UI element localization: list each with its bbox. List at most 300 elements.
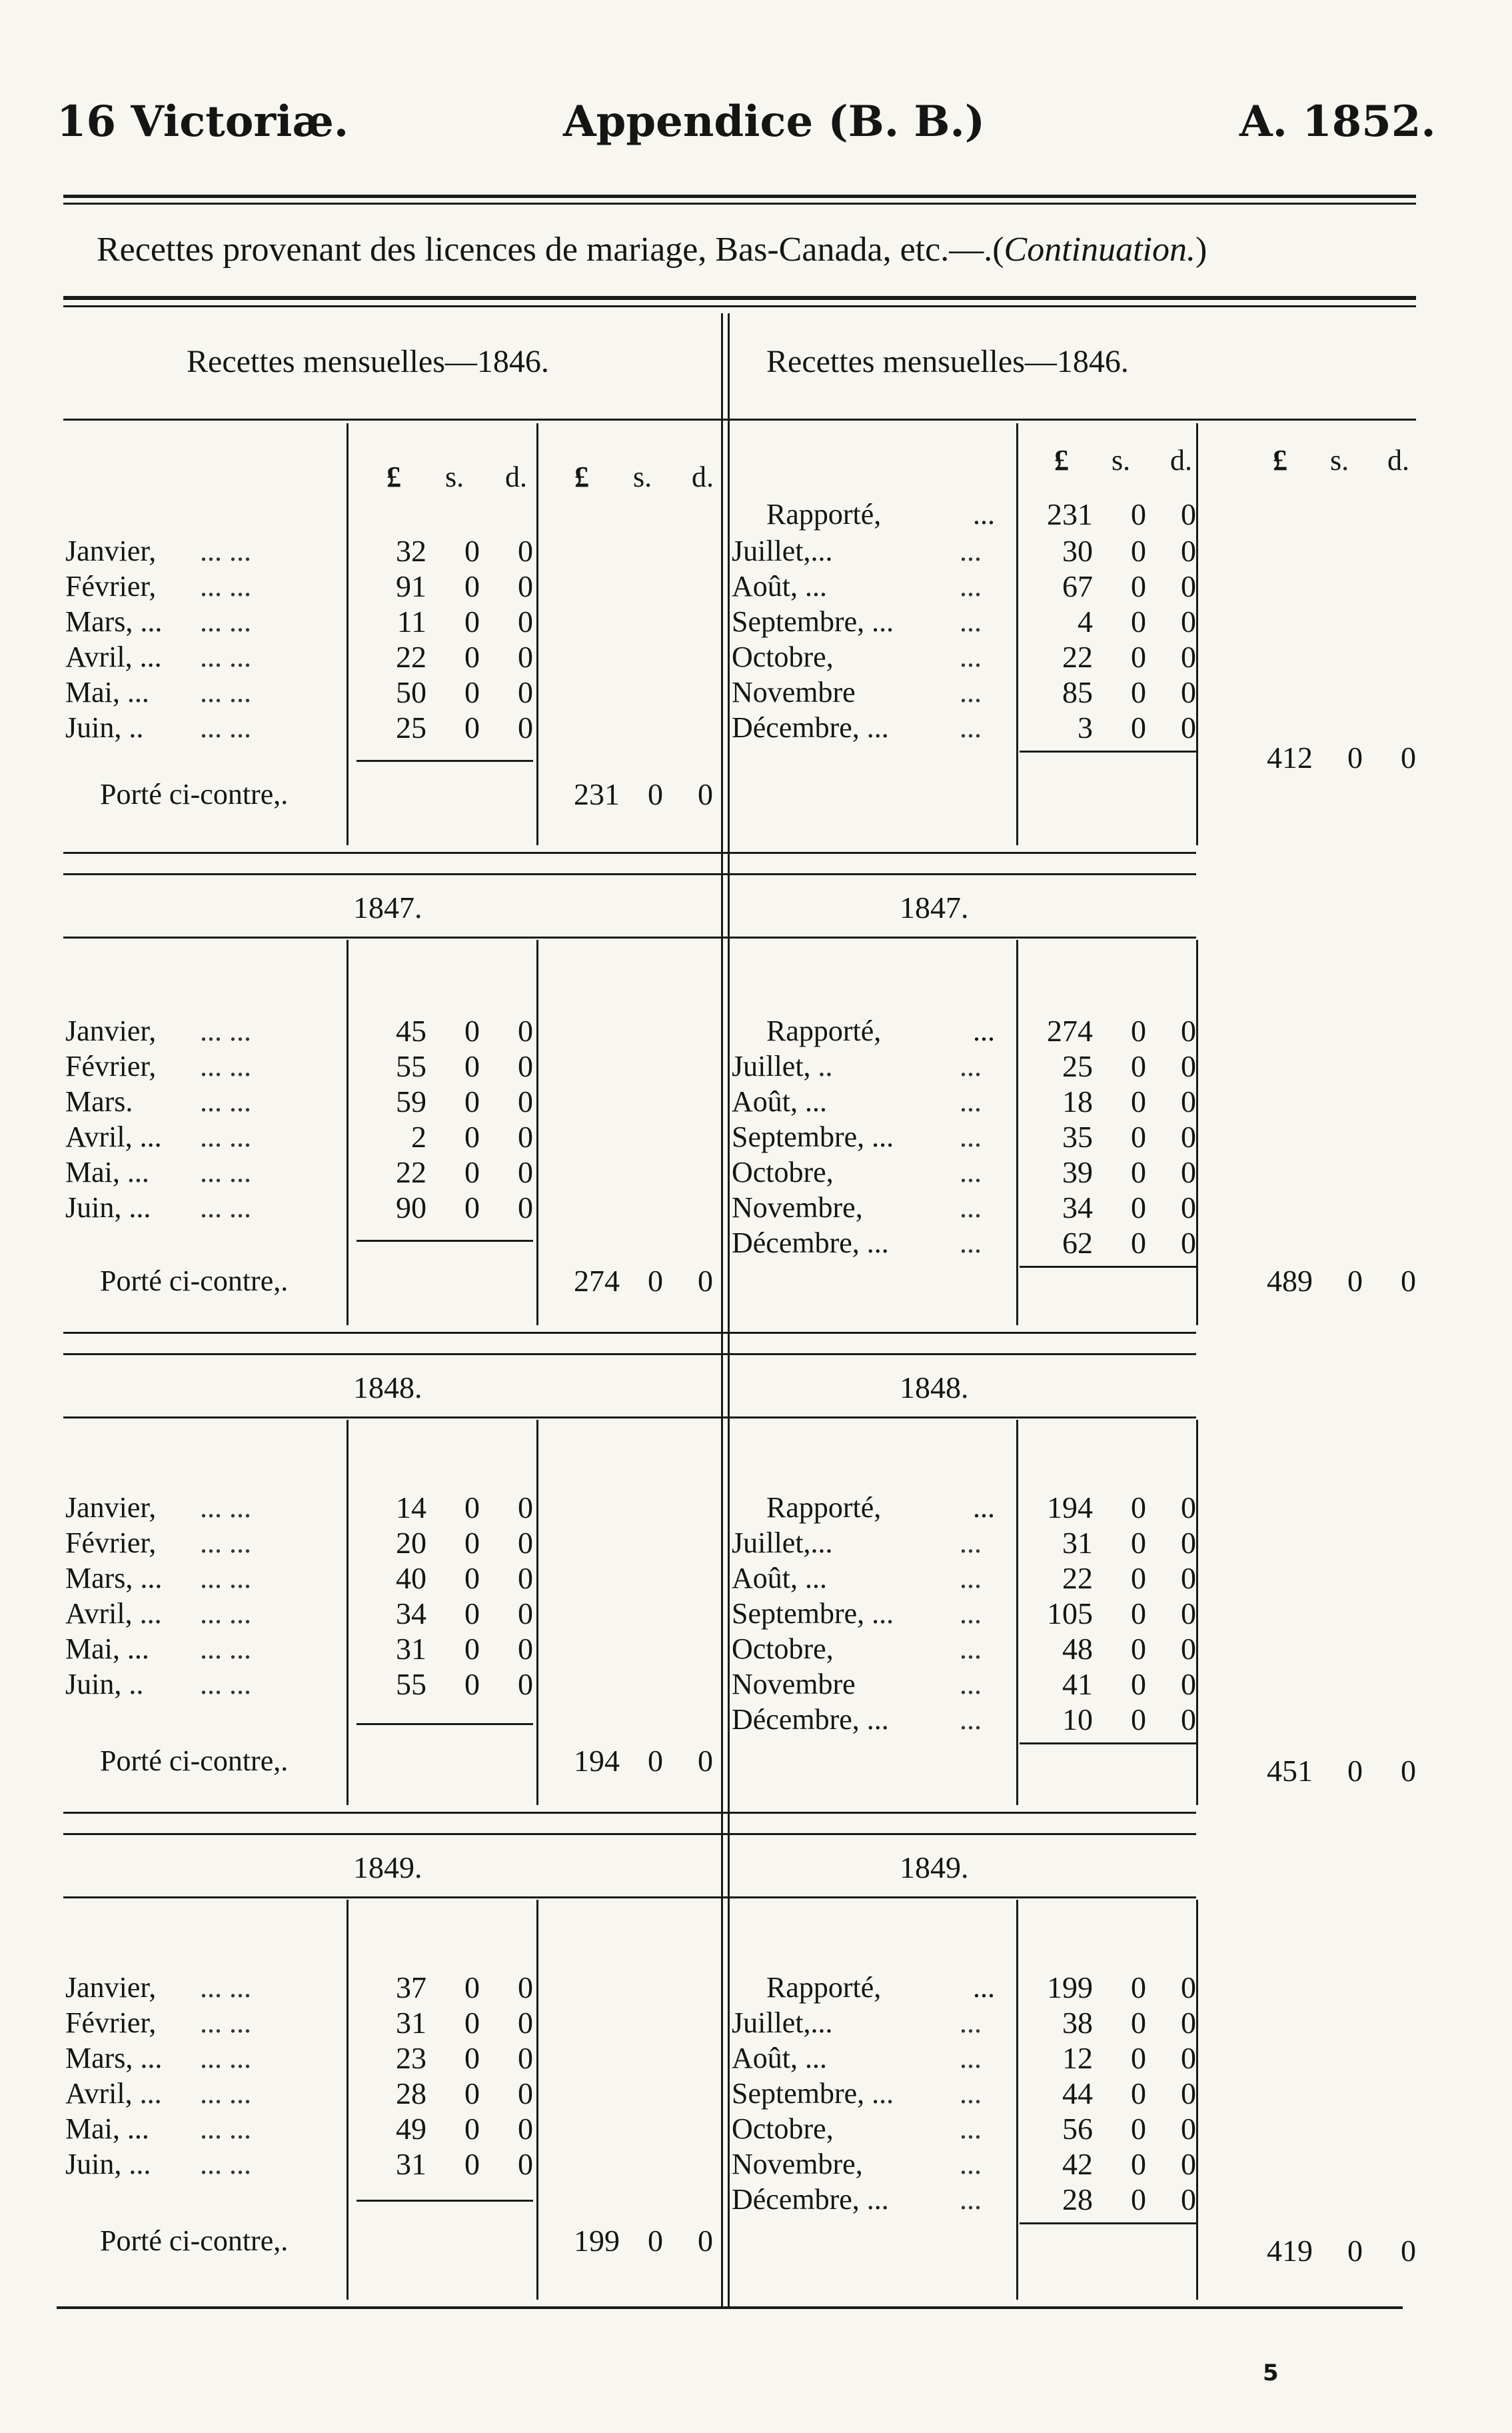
section-year-right: 1849.: [900, 1850, 969, 1884]
leader-dots: ...: [960, 1121, 982, 1153]
shilling-value: 0: [464, 1667, 480, 1701]
grand-total-d: 0: [1401, 2234, 1416, 2268]
pence-value: 0: [1181, 1667, 1196, 1701]
leader-dots: ... ...: [200, 1050, 251, 1083]
shilling-value: 0: [464, 640, 480, 674]
leader-dots: ... ...: [200, 2006, 251, 2039]
pence-value: 0: [518, 534, 533, 568]
pound-value: 14: [396, 1490, 426, 1524]
brought-forward-pounds: 274: [1047, 1014, 1093, 1048]
pence-value: 0: [1181, 2076, 1196, 2110]
lsd-pound-3: £: [1054, 444, 1069, 477]
pence-value: 0: [1181, 1596, 1196, 1630]
pence-value: 0: [1181, 711, 1196, 745]
leader-dots: ...: [960, 1191, 982, 1224]
vrule-right-1: [1016, 1900, 1018, 2300]
month-label: Août, ...: [732, 570, 827, 603]
leader-dots: ...: [960, 1632, 982, 1665]
pound-value: 59: [396, 1085, 426, 1119]
header-left: 16 Victoriæ.: [57, 97, 349, 147]
leader-dots: ... ...: [200, 2042, 251, 2074]
title-italic: Continuation.: [1004, 231, 1196, 269]
leader-dots: ... ...: [200, 1562, 251, 1594]
month-label: Janvier,: [65, 1971, 157, 2004]
pound-value: 38: [1062, 2006, 1093, 2040]
pound-value: 31: [396, 1632, 426, 1666]
pence-value: 0: [518, 2112, 533, 2146]
pound-value: 45: [396, 1014, 426, 1048]
leader-dots: ...: [973, 498, 995, 531]
pound-value: 41: [1062, 1667, 1093, 1701]
vrule-right-2: [1196, 940, 1198, 1325]
leader-dots: ...: [960, 1050, 982, 1083]
lsd-pound-4: £: [1273, 444, 1287, 477]
carried-forward-label: Porté ci-contre,.: [100, 778, 289, 811]
lsd-d-2: d.: [692, 461, 714, 493]
pound-value: 11: [396, 605, 426, 639]
shilling-value: 0: [464, 675, 480, 709]
shilling-value: 0: [1131, 534, 1146, 568]
vrule-left-1: [347, 1420, 349, 1805]
pound-value: 55: [396, 1049, 426, 1083]
grand-total-s: 0: [1347, 1754, 1363, 1788]
pound-value: 34: [396, 1596, 426, 1630]
pound-value: 25: [1062, 1049, 1093, 1083]
leader-dots: ... ...: [200, 1491, 251, 1524]
pound-value: 12: [1062, 2041, 1093, 2075]
grand-total-s: 0: [1347, 1264, 1363, 1298]
pound-value: 28: [396, 2076, 426, 2110]
brought-forward-s: 0: [1131, 497, 1146, 531]
shilling-value: 0: [464, 1970, 480, 2004]
section-grand-total: 451: [1267, 1754, 1313, 1788]
subtotal-rule-left: [357, 2200, 533, 2202]
month-label: Février,: [65, 2006, 157, 2039]
pound-value: 62: [1062, 1226, 1093, 1260]
month-label: Octobre,: [732, 2112, 834, 2145]
pound-value: 20: [396, 1526, 426, 1560]
shilling-value: 0: [464, 1191, 480, 1224]
pence-value: 0: [518, 1049, 533, 1083]
shilling-value: 0: [1131, 1226, 1146, 1260]
vrule-left-1: [347, 1900, 349, 2300]
carried-forward-s: 0: [648, 1264, 663, 1298]
shilling-value: 0: [464, 2112, 480, 2146]
pound-value: 35: [1062, 1120, 1093, 1154]
pence-value: 0: [518, 1191, 533, 1224]
vrule-right-2: [1196, 1900, 1198, 2300]
month-label: Mars, ...: [65, 2042, 163, 2074]
lsd-s-2: s.: [633, 461, 652, 493]
rule-title-1: [63, 296, 1416, 300]
leader-dots: ...: [960, 535, 982, 567]
shilling-value: 0: [1131, 675, 1146, 709]
month-label: Mai, ...: [65, 2112, 149, 2145]
month-label: Octobre,: [732, 1632, 834, 1665]
shilling-value: 0: [1131, 1191, 1146, 1224]
pence-value: 0: [1181, 569, 1196, 603]
section-year-right: 1847.: [900, 891, 969, 925]
month-label: Septembre, ...: [732, 1121, 894, 1153]
leader-dots: ...: [960, 2148, 982, 2180]
pound-value: 28: [1062, 2182, 1093, 2216]
month-label: Juillet,...: [732, 2006, 833, 2039]
pence-value: 0: [1181, 675, 1196, 709]
section-year-left: 1848.: [353, 1370, 422, 1404]
leader-dots: ...: [960, 1156, 982, 1189]
month-label: Novembre: [732, 1668, 856, 1700]
pence-value: 0: [518, 1632, 533, 1666]
pence-value: 0: [1181, 1561, 1196, 1595]
shilling-value: 0: [464, 1632, 480, 1666]
page-title: [97, 230, 1207, 269]
leader-dots: ... ...: [200, 2112, 251, 2145]
month-label: Mars.: [65, 1085, 133, 1118]
header-right: A. 1852.: [1239, 97, 1436, 147]
month-label: Août, ...: [732, 1085, 827, 1118]
shilling-value: 0: [464, 2076, 480, 2110]
pence-value: 0: [1181, 2112, 1196, 2146]
pence-value: 0: [518, 1667, 533, 1701]
month-label: Décembre, ...: [732, 711, 889, 744]
leader-dots: ... ...: [200, 1121, 251, 1153]
subtotal-rule-left: [357, 1240, 533, 1242]
section-year-left: 1847.: [353, 891, 422, 925]
subtotal-rule-right: [1020, 751, 1196, 753]
section-rule-top: [63, 1353, 1196, 1355]
shilling-value: 0: [1131, 711, 1146, 745]
leader-dots: ... ...: [200, 1632, 251, 1665]
leader-dots: ...: [960, 570, 982, 603]
pound-value: 18: [1062, 1085, 1093, 1119]
shilling-value: 0: [1131, 2006, 1146, 2040]
pound-value: 40: [396, 1561, 426, 1595]
shilling-value: 0: [1131, 2112, 1146, 2146]
shilling-value: 0: [1131, 2041, 1146, 2075]
leader-dots: ... ...: [200, 1971, 251, 2004]
leader-dots: ...: [973, 1491, 995, 1524]
brought-forward-label: Rapporté,: [766, 1491, 882, 1524]
pound-value: 42: [1062, 2147, 1093, 2181]
month-label: Décembre, ...: [732, 1703, 889, 1736]
brought-forward-pounds: 194: [1047, 1490, 1093, 1524]
carried-forward-s: 0: [648, 1744, 663, 1778]
shilling-value: 0: [1131, 1526, 1146, 1560]
shilling-value: 0: [1131, 1049, 1146, 1083]
section-grand-total: 419: [1267, 2234, 1313, 2268]
subtotal-rule-right: [1020, 1266, 1196, 1268]
pence-value: 0: [1181, 1120, 1196, 1154]
pound-value: 23: [396, 2041, 426, 2075]
pence-value: 0: [518, 1970, 533, 2004]
shilling-value: 0: [1131, 1120, 1146, 1154]
section-rule-year: [63, 1896, 1196, 1898]
subtotal-rule-left: [357, 1723, 533, 1725]
rule-col-head: [63, 419, 1416, 421]
pence-value: 0: [1181, 605, 1196, 639]
carried-forward-label: Porté ci-contre,.: [100, 2224, 289, 2257]
month-label: Février,: [65, 1050, 157, 1083]
shilling-value: 0: [1131, 1632, 1146, 1666]
leader-dots: ... ...: [200, 1015, 251, 1047]
center-divider-1: [721, 313, 723, 2306]
section-separator: [63, 1812, 1196, 1814]
center-divider-2: [728, 313, 730, 2306]
pence-value: 0: [518, 2006, 533, 2040]
shilling-value: 0: [464, 1596, 480, 1630]
month-label: Avril, ...: [65, 2077, 162, 2110]
shilling-value: 0: [1131, 1596, 1146, 1630]
brought-forward-pounds: 231: [1047, 497, 1093, 531]
pound-value: 10: [1062, 1702, 1093, 1736]
brought-forward-d: 0: [1181, 1490, 1196, 1524]
shilling-value: 0: [1131, 1155, 1146, 1189]
section-year-left: 1849.: [353, 1850, 422, 1884]
leader-dots: ...: [960, 2042, 982, 2074]
leader-dots: ...: [973, 1015, 995, 1047]
pence-value: 0: [1181, 2006, 1196, 2040]
pound-value: 34: [1062, 1191, 1093, 1224]
section-rule-year: [63, 937, 1196, 939]
shilling-value: 0: [464, 605, 480, 639]
brought-forward-d: 0: [1181, 1014, 1196, 1048]
section-separator: [63, 852, 1196, 854]
month-label: Septembre, ...: [732, 605, 894, 638]
pound-value: 31: [396, 2006, 426, 2040]
month-label: Novembre,: [732, 2148, 863, 2180]
brought-forward-d: 0: [1181, 1970, 1196, 2004]
brought-forward-s: 0: [1131, 1014, 1146, 1048]
lsd-d-3: d.: [1170, 444, 1192, 477]
carried-forward-pounds: 199: [574, 2224, 620, 2258]
header-center: Appendice (B. B.): [563, 97, 986, 147]
leader-dots: ...: [960, 2077, 982, 2110]
pound-value: 44: [1062, 2076, 1093, 2110]
brought-forward-s: 0: [1131, 1490, 1146, 1524]
month-label: Avril, ...: [65, 1121, 162, 1153]
brought-forward-pounds: 199: [1047, 1970, 1093, 2004]
lsd-s-3: s.: [1112, 444, 1131, 477]
pence-value: 0: [1181, 1085, 1196, 1119]
month-label: Juin, ..: [65, 1668, 144, 1700]
pence-value: 0: [518, 569, 533, 603]
pence-value: 0: [518, 711, 533, 745]
pound-value: 4: [1078, 605, 1093, 639]
shilling-value: 0: [1131, 2182, 1146, 2216]
grand-total-s: 0: [1347, 2234, 1363, 2268]
section-rule-year: [63, 1416, 1196, 1418]
pound-value: 32: [396, 534, 426, 568]
pence-value: 0: [1181, 1191, 1196, 1224]
shilling-value: 0: [464, 1526, 480, 1560]
pence-value: 0: [1181, 1155, 1196, 1189]
rule-top-2: [63, 203, 1416, 205]
brought-forward-label: Rapporté,: [766, 1015, 882, 1047]
leader-dots: ... ...: [200, 676, 251, 709]
brought-forward-label: Rapporté,: [766, 1971, 882, 2004]
pence-value: 0: [518, 1526, 533, 1560]
pound-value: 55: [396, 1667, 426, 1701]
subtotal-rule-right: [1020, 1742, 1196, 1744]
lsd-s-1: s.: [445, 461, 464, 493]
month-label: Septembre, ...: [732, 1597, 894, 1630]
month-label: Février,: [65, 570, 157, 603]
page-number: 5: [1263, 2360, 1279, 2386]
shilling-value: 0: [464, 1014, 480, 1048]
pound-value: 67: [1062, 569, 1093, 603]
section-rule-top: [63, 1833, 1196, 1835]
shilling-value: 0: [464, 1120, 480, 1154]
pound-value: 49: [396, 2112, 426, 2146]
month-label: Janvier,: [65, 1491, 157, 1524]
month-label: Juin, ...: [65, 2148, 151, 2180]
pence-value: 0: [1181, 2147, 1196, 2181]
leader-dots: ...: [960, 2112, 982, 2145]
pence-value: 0: [1181, 1632, 1196, 1666]
month-label: Mai, ...: [65, 1156, 149, 1189]
section-year-right: 1848.: [900, 1370, 969, 1404]
shilling-value: 0: [464, 569, 480, 603]
month-label: Janvier,: [65, 535, 157, 567]
month-label: Juillet,...: [732, 535, 833, 567]
month-label: Avril, ...: [65, 1597, 162, 1630]
rule-bottom: [57, 2306, 1403, 2309]
month-label: Juin, ...: [65, 1191, 151, 1224]
subtotal-rule-right: [1020, 2222, 1196, 2224]
pound-value: 2: [411, 1120, 426, 1154]
month-label: Décembre, ...: [732, 1226, 889, 1259]
lsd-pound-2: £: [574, 461, 589, 493]
vrule-left-2: [536, 940, 538, 1325]
left-column-heading: Recettes mensuelles—1846.: [187, 344, 549, 379]
grand-total-s: 0: [1347, 741, 1363, 775]
month-label: Novembre,: [732, 1191, 863, 1224]
month-label: Mai, ...: [65, 1632, 149, 1665]
shilling-value: 0: [1131, 1667, 1146, 1701]
pence-value: 0: [518, 1155, 533, 1189]
month-label: Septembre, ...: [732, 2077, 894, 2110]
leader-dots: ...: [960, 605, 982, 638]
shilling-value: 0: [1131, 2147, 1146, 2181]
month-label: Décembre, ...: [732, 2183, 889, 2216]
grand-total-d: 0: [1401, 1264, 1416, 1298]
vrule-left-1: [347, 423, 349, 845]
month-label: Août, ...: [732, 1562, 827, 1594]
shilling-value: 0: [1131, 1702, 1146, 1736]
pence-value: 0: [1181, 640, 1196, 674]
pound-value: 3: [1078, 711, 1093, 745]
carried-forward-pounds: 231: [574, 777, 620, 811]
leader-dots: ... ...: [200, 1085, 251, 1118]
month-label: Octobre,: [732, 641, 834, 673]
grand-total-d: 0: [1401, 741, 1416, 775]
pence-value: 0: [518, 1490, 533, 1524]
pence-value: 0: [1181, 534, 1196, 568]
shilling-value: 0: [1131, 640, 1146, 674]
leader-dots: ... ...: [200, 2148, 251, 2180]
pence-value: 0: [518, 605, 533, 639]
leader-dots: ... ...: [200, 1156, 251, 1189]
month-label: Avril, ...: [65, 641, 162, 673]
section-grand-total: 489: [1267, 1264, 1313, 1298]
vrule-left-2: [536, 1420, 538, 1805]
leader-dots: ... ...: [200, 641, 251, 673]
right-column-heading: Recettes mensuelles—1846.: [766, 344, 1129, 379]
month-label: Octobre,: [732, 1156, 834, 1189]
pound-value: 105: [1047, 1596, 1093, 1630]
leader-dots: ...: [960, 1668, 982, 1700]
pence-value: 0: [1181, 2041, 1196, 2075]
pence-value: 0: [1181, 1049, 1196, 1083]
carried-forward-label: Porté ci-contre,.: [100, 1264, 289, 1297]
pound-value: 22: [396, 640, 426, 674]
month-label: Mai, ...: [65, 676, 149, 709]
subtotal-rule-left: [357, 760, 533, 762]
leader-dots: ... ...: [200, 1668, 251, 1700]
leader-dots: ... ...: [200, 2077, 251, 2110]
shilling-value: 0: [464, 2147, 480, 2181]
shilling-value: 0: [1131, 569, 1146, 603]
leader-dots: ...: [960, 1597, 982, 1630]
vrule-right-2: [1196, 423, 1198, 845]
month-label: Mars, ...: [65, 1562, 163, 1594]
pence-value: 0: [1181, 2182, 1196, 2216]
carried-forward-d: 0: [698, 1744, 713, 1778]
shilling-value: 0: [1131, 605, 1146, 639]
brought-forward-s: 0: [1131, 1970, 1146, 2004]
title-close: ): [1195, 231, 1207, 269]
vrule-right-2: [1196, 1420, 1198, 1805]
leader-dots: ...: [960, 1526, 982, 1559]
leader-dots: ...: [960, 2006, 982, 2039]
leader-dots: ... ...: [200, 1526, 251, 1559]
shilling-value: 0: [1131, 1085, 1146, 1119]
lsd-s-4: s.: [1330, 444, 1349, 477]
shilling-value: 0: [464, 534, 480, 568]
vrule-left-2: [536, 1900, 538, 2300]
carried-forward-pounds: 194: [574, 1744, 620, 1778]
leader-dots: ... ...: [200, 1597, 251, 1630]
pound-value: 90: [396, 1191, 426, 1224]
carried-forward-label: Porté ci-contre,.: [100, 1744, 289, 1777]
shilling-value: 0: [1131, 1561, 1146, 1595]
pound-value: 22: [1062, 1561, 1093, 1595]
carried-forward-s: 0: [648, 777, 663, 811]
pence-value: 0: [1181, 1526, 1196, 1560]
rule-title-2: [63, 305, 1416, 307]
pound-value: 22: [396, 1155, 426, 1189]
pound-value: 25: [396, 711, 426, 745]
pence-value: 0: [1181, 1702, 1196, 1736]
lsd-d-4: d.: [1387, 444, 1409, 477]
shilling-value: 0: [464, 2041, 480, 2075]
pence-value: 0: [518, 1561, 533, 1595]
lsd-d-1: d.: [505, 461, 527, 493]
shilling-value: 0: [464, 711, 480, 745]
leader-dots: ...: [960, 1226, 982, 1259]
pence-value: 0: [518, 2147, 533, 2181]
vrule-right-1: [1016, 423, 1018, 845]
vrule-left-2: [536, 423, 538, 845]
leader-dots: ... ...: [200, 711, 251, 744]
section-rule-top: [63, 873, 1196, 875]
pound-value: 22: [1062, 640, 1093, 674]
leader-dots: ... ...: [200, 570, 251, 603]
pound-value: 39: [1062, 1155, 1093, 1189]
shilling-value: 0: [464, 1561, 480, 1595]
pence-value: 0: [518, 1596, 533, 1630]
pence-value: 0: [518, 2076, 533, 2110]
